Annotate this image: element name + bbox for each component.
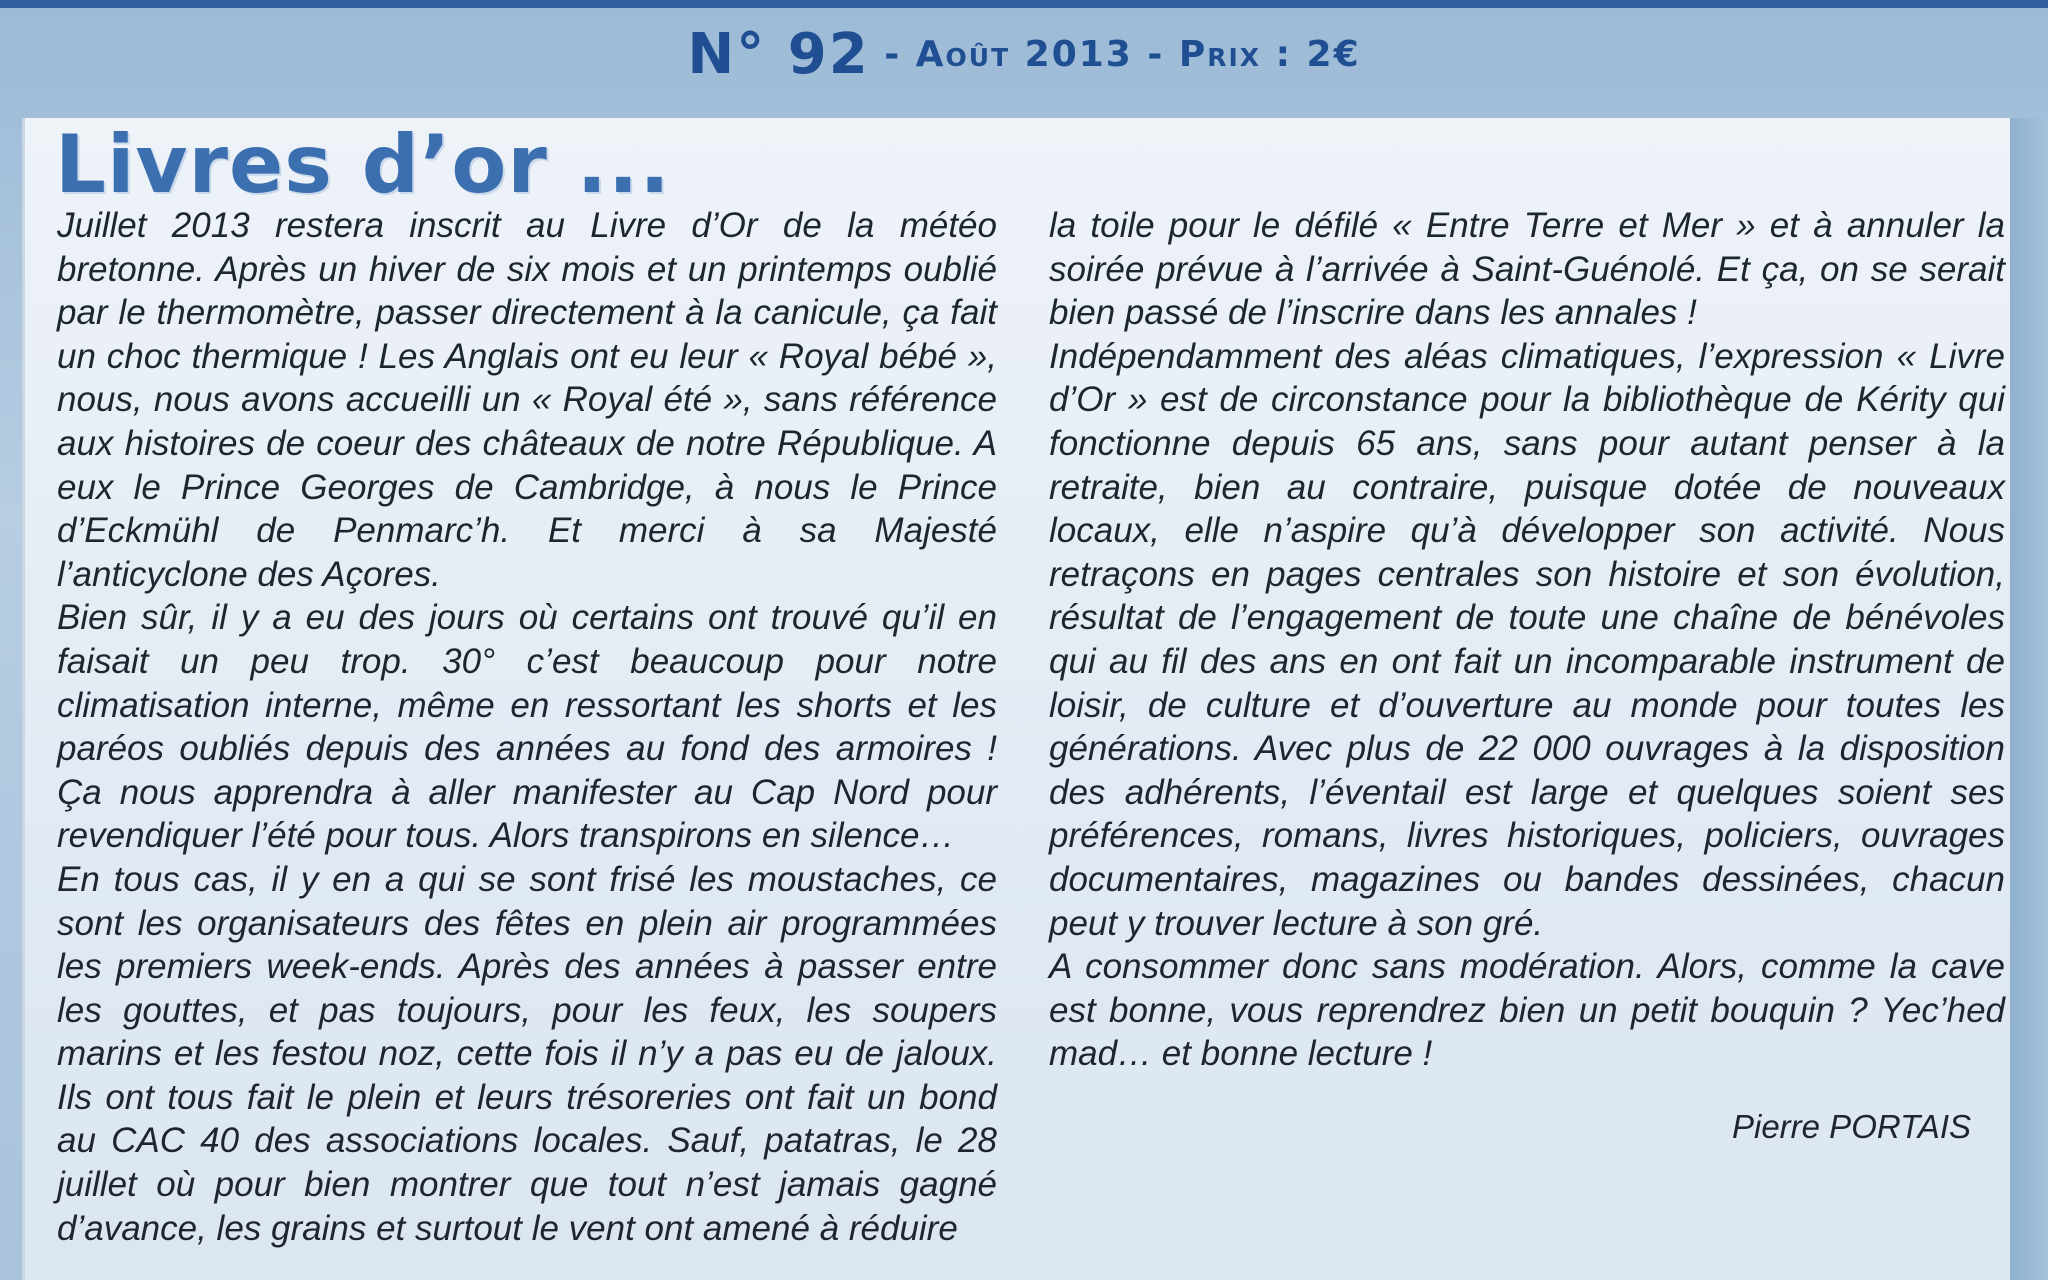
- right-column: [1049, 204, 2005, 1076]
- left-column: [57, 204, 997, 1250]
- paragraph: la toile pour le défilé « Entre Terre et Mer » et à annuler la soirée prévue à l’arrivée à Saint-Guénolé. Et ça, on se serait bien passé de l’inscrire dans les annales !: [1049, 206, 2005, 333]
- panel-edge: [2010, 118, 2048, 1280]
- issue-number: N° 92: [687, 22, 870, 87]
- article-panel: [22, 118, 2013, 1280]
- issue-details: - Août 2013 - Prix : 2€: [869, 34, 1361, 75]
- top-border: [0, 0, 2048, 8]
- paragraph: En tous cas, il y en a qui se sont frisé les moustaches, ce sont les organisateurs des fêtes en plein air programmées les premiers week-ends. Après des années à passer entre les gouttes, et pas toujours, pour les feux, les soupers marins et les festou noz, cette fois il n’y a pas eu de jaloux. Ils ont tous fait le plein et leurs trésoreries ont fait un bond au CAC 40 des associations locales. Sauf, patatras, le 28 juillet où pour bien montrer que tout n’est jamais gagné d’avance, les grains et surtout le vent ont amené à réduire: [57, 859, 997, 1248]
- paragraph: Juillet 2013 restera inscrit au Livre d’Or de la météo bretonne. Après un hiver de six mois et un printemps oublié par le thermomètre, passer directement à la canicule, ça fait un choc thermique ! Les Anglais ont eu leur « Royal bébé », nous, nous avons accueilli un « Royal été », sans référence aux histoires de coeur des châteaux de notre République. A eux le Prince Georges de Cambridge, à nous le Prince d’Eckmühl de Penmarc’h. Et merci à sa Majesté l’anticyclone des Açores.: [57, 206, 997, 594]
- article-title: Livres d’or ...: [55, 118, 671, 211]
- author-signature: Pierre PORTAIS: [1731, 1108, 1971, 1145]
- paragraph: Indépendamment des aléas climatiques, l’expression « Livre d’Or » est de circonstance pour la bibliothèque de Kérity qui fonctionne depuis 65 ans, sans pour autant penser à la retraite, bien au contraire, puisque dotée de nouveaux locaux, elle n’aspire qu’à développer son activité. Nous retraçons en pages centrales son histoire et son évolution, résultat de l’engagement de toute une chaîne de bénévoles qui au fil des ans en ont fait un incomparable instrument de loisir, de culture et d’ouverture au monde pour toutes les générations. Avec plus de 22 000 ouvrages à la disposition des adhérents, l’éventail est large et quelques soient ses préférences, romans, livres historiques, policiers, ouvrages documentaires, magazines ou bandes dessinées, chacun peut y trouver lecture à son gré.: [1049, 336, 2005, 943]
- paragraph: A consommer donc sans modération. Alors, comme la cave est bonne, vous reprendrez bien un petit bouquin ? Yec’hed mad… et bonne lecture !: [1049, 947, 2005, 1074]
- paragraph: Bien sûr, il y a eu des jours où certains ont trouvé qu’il en faisait un peu trop. 30° c’est beaucoup pour notre climatisation interne, même en ressortant les shorts et les paréos oubliés depuis des années au fond des armoires ! Ça nous apprendra à aller manifester au Cap Nord pour revendiquer l’été pour tous. Alors transpirons en silence…: [57, 598, 997, 856]
- masthead: [0, 22, 2048, 112]
